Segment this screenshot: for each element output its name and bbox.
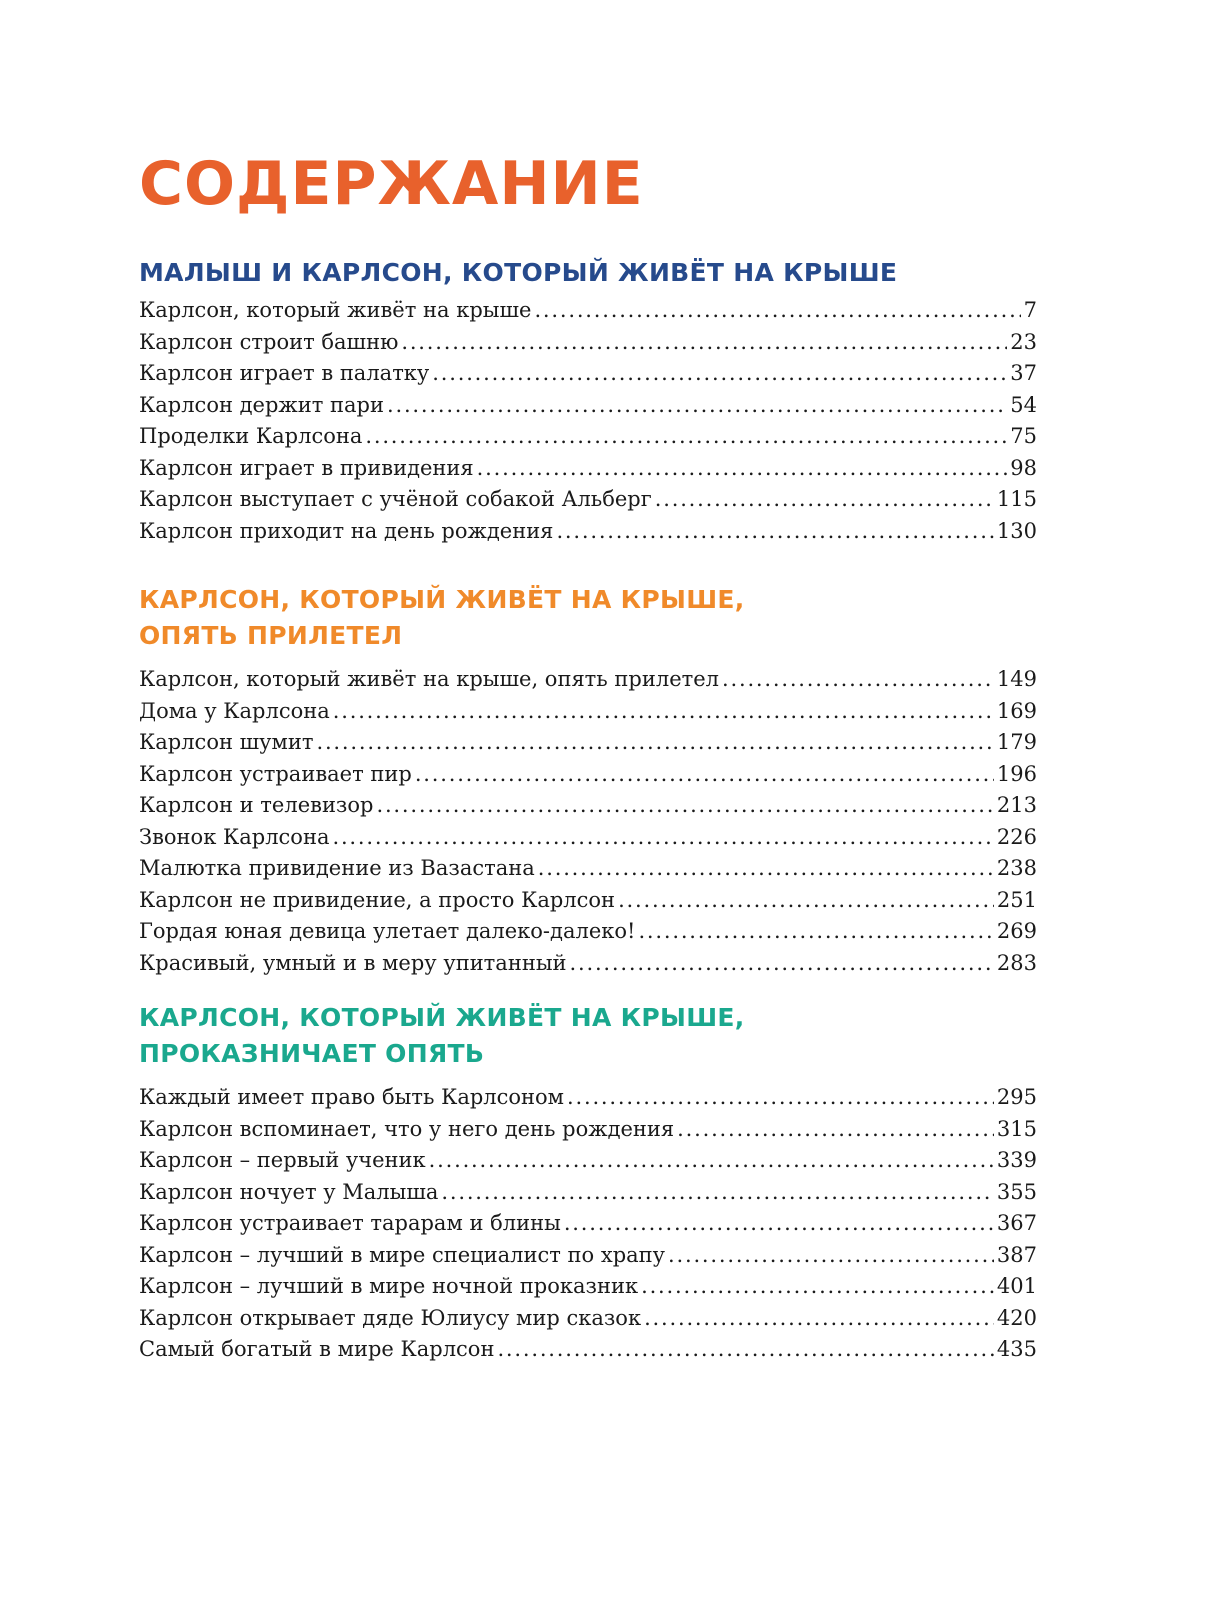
- toc-entry[interactable]: [139, 822, 1037, 854]
- toc-entry[interactable]: [139, 1177, 1037, 1209]
- toc-entry-page: 269: [996, 919, 1037, 943]
- toc-entry-title: Дома у Карлсона: [139, 698, 330, 723]
- toc-entry-page: 339: [996, 1148, 1037, 1172]
- toc-section-3: [139, 1000, 1037, 1366]
- section-title: [139, 255, 1037, 291]
- toc-entry-page: 196: [996, 761, 1037, 786]
- toc-entry-title: Каждый имеет право быть Карлсоном: [139, 1085, 565, 1109]
- toc-entry[interactable]: [139, 853, 1037, 885]
- toc-entry-title: Карлсон – лучший в мире ночной проказник: [139, 1274, 639, 1298]
- toc-entry-title: Карлсон, который живёт на крыше: [139, 298, 532, 322]
- dot-leader: [722, 664, 994, 696]
- toc-entry-page: 435: [996, 1337, 1037, 1361]
- dot-leader: [497, 1334, 993, 1366]
- dot-leader: [432, 358, 1007, 390]
- toc-entry-title: Карлсон устраивает пир: [139, 761, 412, 786]
- dot-leader: [332, 822, 993, 854]
- toc-entry[interactable]: [139, 1240, 1037, 1272]
- toc-entry[interactable]: [139, 727, 1037, 759]
- toc-entry-page: 75: [1010, 424, 1037, 448]
- toc-entry-page: 283: [996, 950, 1037, 975]
- section-title-line: МАЛЫШ И КАРЛСОН, КОТОРЫЙ ЖИВЁТ НА КРЫШЕ: [139, 258, 898, 287]
- section-title: [139, 582, 1037, 654]
- toc-entry-page: 54: [1010, 392, 1037, 417]
- dot-leader: [556, 516, 993, 548]
- toc-entry-title: Карлсон строит башню: [139, 329, 399, 354]
- toc-entry-title: Карлсон вспоминает, что у него день рождения: [139, 1116, 675, 1141]
- dot-leader: [644, 1303, 994, 1335]
- dot-leader: [333, 696, 994, 728]
- page-title: СОДЕРЖАНИЕ: [139, 149, 644, 219]
- toc-entry-page: 387: [996, 1242, 1037, 1267]
- toc-entry[interactable]: [139, 327, 1037, 359]
- toc-entry-title: Карлсон, который живёт на крыше, опять прилетел: [139, 667, 720, 691]
- toc-entry[interactable]: [139, 1114, 1037, 1146]
- dot-leader: [570, 948, 994, 980]
- toc-section-2: [139, 582, 1037, 979]
- toc-entry-page: 355: [996, 1179, 1037, 1204]
- toc-entry-page: 115: [996, 487, 1037, 511]
- toc-entry-page: 130: [996, 518, 1037, 543]
- toc-entry-page: 98: [1010, 455, 1037, 480]
- toc-entry-title: Малютка привидение из Вазастана: [139, 856, 535, 880]
- toc-entry[interactable]: [139, 948, 1037, 980]
- toc-entry-page: 7: [1023, 298, 1037, 322]
- toc-entry[interactable]: [139, 358, 1037, 390]
- toc-entry[interactable]: [139, 916, 1037, 948]
- toc-entry-title: Карлсон – лучший в мире специалист по храпу: [139, 1242, 666, 1267]
- toc-entry-title: Карлсон – первый ученик: [139, 1148, 426, 1172]
- dot-leader: [534, 295, 1020, 327]
- dot-leader: [638, 916, 993, 948]
- toc-entry-page: 23: [1010, 329, 1037, 354]
- toc-entry[interactable]: [139, 453, 1037, 485]
- toc-entry-title: Гордая юная девица улетает далеко-далеко!: [139, 919, 636, 943]
- dot-leader: [477, 453, 1008, 485]
- toc-entry-page: 420: [996, 1305, 1037, 1330]
- toc-entry-page: 149: [996, 667, 1037, 691]
- toc-entry-title: Карлсон и телевизор: [139, 793, 374, 817]
- toc-entry-list: [139, 1082, 1037, 1366]
- toc-entry[interactable]: [139, 1082, 1037, 1114]
- toc-entry-title: Проделки Карлсона: [139, 424, 363, 448]
- dot-leader: [641, 1271, 994, 1303]
- toc-entry-title: Карлсон играет в привидения: [139, 455, 474, 480]
- toc-entry-title: Самый богатый в мире Карлсон: [139, 1337, 495, 1361]
- toc-entry-title: Карлсон шумит: [139, 730, 314, 754]
- toc-entry-title: Красивый, умный и в меру упитанный: [139, 950, 567, 975]
- toc-entry-page: 315: [996, 1116, 1037, 1141]
- dot-leader: [677, 1114, 994, 1146]
- dot-leader: [365, 421, 1007, 453]
- dot-leader: [618, 885, 994, 917]
- toc-entry[interactable]: [139, 295, 1037, 327]
- toc-section-1: [139, 255, 1037, 547]
- toc-entry[interactable]: [139, 390, 1037, 422]
- toc-entry[interactable]: [139, 1271, 1037, 1303]
- dot-leader: [564, 1208, 994, 1240]
- dot-leader: [538, 853, 994, 885]
- dot-leader: [415, 759, 994, 791]
- section-title-line: КАРЛСОН, КОТОРЫЙ ЖИВЁТ НА КРЫШЕ,: [139, 1003, 745, 1032]
- toc-entry[interactable]: [139, 421, 1037, 453]
- toc-entry-list: [139, 295, 1037, 547]
- toc-entry[interactable]: [139, 1208, 1037, 1240]
- toc-entry[interactable]: [139, 759, 1037, 791]
- dot-leader: [316, 727, 993, 759]
- dot-leader: [655, 484, 994, 516]
- toc-entry-title: Карлсон ночует у Малыша: [139, 1179, 439, 1204]
- dot-leader: [441, 1177, 994, 1209]
- toc-entry-page: 37: [1010, 361, 1037, 385]
- toc-entry-title: Карлсон держит пари: [139, 392, 384, 417]
- dot-leader: [376, 790, 993, 822]
- toc-entry-title: Карлсон не привидение, а просто Карлсон: [139, 887, 616, 912]
- toc-entry-page: 226: [996, 824, 1037, 849]
- toc-entry[interactable]: [139, 484, 1037, 516]
- toc-entry-page: 169: [996, 698, 1037, 723]
- toc-entry-page: 295: [996, 1085, 1037, 1109]
- toc-entry-page: 213: [996, 793, 1037, 817]
- section-title-line: КАРЛСОН, КОТОРЫЙ ЖИВЁТ НА КРЫШЕ,: [139, 585, 745, 614]
- section-title: [139, 1000, 1037, 1072]
- toc-entry[interactable]: [139, 664, 1037, 696]
- dot-leader: [668, 1240, 994, 1272]
- toc-entry-page: 401: [996, 1274, 1037, 1298]
- dot-leader: [401, 327, 1007, 359]
- section-title-line: ОПЯТЬ ПРИЛЕТЕЛ: [139, 621, 403, 650]
- dot-leader: [429, 1145, 994, 1177]
- toc-entry[interactable]: [139, 696, 1037, 728]
- toc-entry-title: Карлсон выступает с учёной собакой Альберг: [139, 487, 652, 511]
- toc-entry-page: 367: [996, 1211, 1037, 1235]
- toc-entry[interactable]: [139, 790, 1037, 822]
- toc-entry-page: 238: [996, 856, 1037, 880]
- toc-entry[interactable]: [139, 885, 1037, 917]
- dot-leader: [567, 1082, 994, 1114]
- toc-entry-page: 179: [996, 730, 1037, 754]
- toc-entry[interactable]: [139, 1334, 1037, 1366]
- toc-entry-title: Карлсон приходит на день рождения: [139, 518, 554, 543]
- toc-entry-title: Звонок Карлсона: [139, 824, 330, 849]
- toc-entry[interactable]: [139, 1145, 1037, 1177]
- toc-entry[interactable]: [139, 516, 1037, 548]
- toc-entry-title: Карлсон играет в палатку: [139, 361, 430, 385]
- dot-leader: [387, 390, 1007, 422]
- toc-entry[interactable]: [139, 1303, 1037, 1335]
- toc-entry-list: [139, 664, 1037, 979]
- section-title-line: ПРОКАЗНИЧАЕТ ОПЯТЬ: [139, 1039, 485, 1068]
- toc-entry-title: Карлсон открывает дяде Юлиусу мир сказок: [139, 1305, 642, 1330]
- toc-entry-page: 251: [996, 887, 1037, 912]
- toc-entry-title: Карлсон устраивает тарарам и блины: [139, 1211, 561, 1235]
